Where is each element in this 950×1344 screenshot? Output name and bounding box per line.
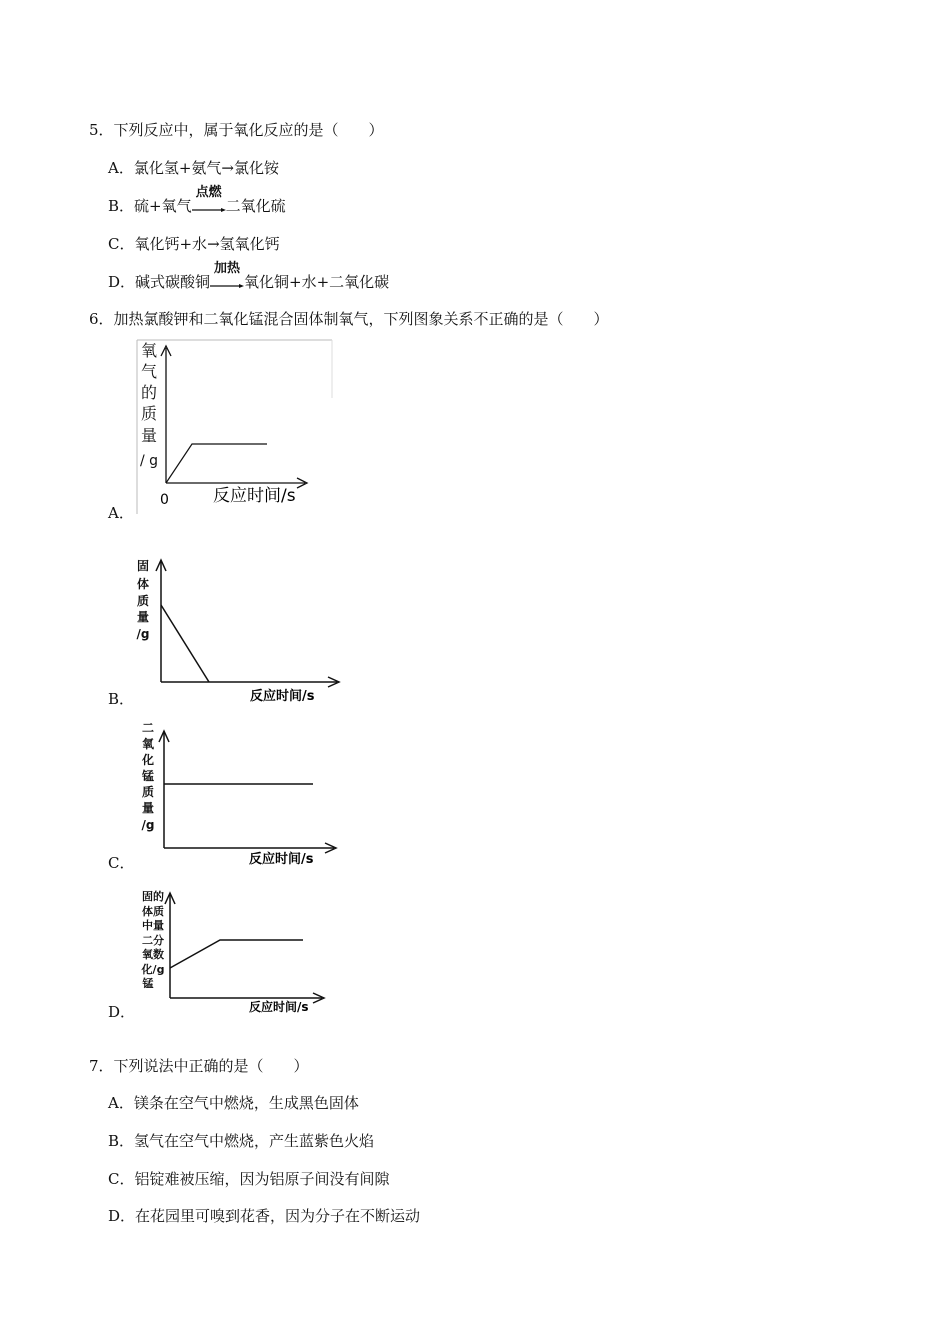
q7-stem: 7．下列说法中正确的是（ ） <box>89 1057 309 1075</box>
products: 氧化铜+水+二氧化碳 <box>244 273 390 291</box>
reaction-condition: 点燃 <box>195 185 222 200</box>
q6-graph-b <box>132 555 347 705</box>
q6-option-d-letter[interactable]: D． <box>108 1003 136 1021</box>
y-axis-label-char: 质 <box>136 594 150 608</box>
y-axis-label-char: 体质 <box>142 905 164 918</box>
y-axis-label-char: 氧数 <box>142 948 164 961</box>
y-axis-label-char: 固的 <box>142 890 164 903</box>
option-text: 镁条在空气中燃烧，生成黑色固体 <box>133 1094 359 1112</box>
y-axis-label <box>140 341 158 469</box>
y-axis-label-char: 锰 <box>141 769 155 783</box>
y-axis-label-char: 量 <box>141 801 155 815</box>
products: 氢氧化钙 <box>219 235 280 253</box>
option-letter: C． <box>108 235 135 253</box>
y-axis-label-char: 化/g <box>141 963 165 976</box>
x-axis-label: 反应时间/s <box>249 1000 309 1014</box>
y-axis-label-char: 体 <box>136 577 150 591</box>
q6-graph-d <box>136 884 336 1019</box>
y-axis-label-char: 锰 <box>142 977 154 990</box>
reactants: 氯化氢+氨气 <box>133 159 222 177</box>
data-line <box>170 940 303 968</box>
y-axis-label-char: 气 <box>140 362 158 381</box>
y-axis-label-char: 二 <box>141 721 155 735</box>
long-arrow-icon <box>210 278 244 288</box>
long-arrow-icon <box>192 202 226 212</box>
q6-graph-c <box>135 718 350 868</box>
q5-option-d[interactable] <box>108 261 390 292</box>
q6-option-a-letter[interactable]: A． <box>108 504 134 522</box>
y-axis-label-char: 中量 <box>142 919 164 932</box>
y-axis-label-char: 质 <box>141 785 155 799</box>
x-axis-label: 反应时间/s <box>250 689 315 704</box>
q5-option-b[interactable] <box>108 185 286 216</box>
y-axis-label-char: 量 <box>136 610 150 624</box>
q7-option-c[interactable] <box>108 1169 390 1189</box>
option-letter: C． <box>108 1170 135 1188</box>
y-axis-label-char: 质 <box>140 404 158 423</box>
y-axis-label-char: 量 <box>140 426 158 445</box>
data-line <box>161 605 209 682</box>
option-text: 铝锭难被压缩，因为铝原子间没有间隙 <box>134 1170 390 1188</box>
condition-arrow <box>192 185 226 216</box>
data-line <box>166 444 267 483</box>
y-axis-label-char: /g <box>141 818 155 832</box>
y-axis-label-char: 化 <box>141 753 155 767</box>
q7-option-d[interactable] <box>108 1206 420 1226</box>
y-axis-label-char: 的 <box>140 383 158 402</box>
y-axis-label-char: / g <box>139 453 159 469</box>
q5-stem: 5．下列反应中，属于氧化反应的是（ ） <box>89 121 384 139</box>
option-text: 在花园里可嗅到花香，因为分子在不断运动 <box>135 1207 421 1225</box>
products: 二氧化硫 <box>225 197 286 215</box>
condition-arrow <box>210 261 244 292</box>
q6-graph-a <box>135 338 335 518</box>
option-letter: D． <box>108 273 136 291</box>
option-letter: B． <box>108 197 135 215</box>
q6-option-b-letter[interactable]: B． <box>108 690 135 708</box>
products: 氯化铵 <box>234 159 280 177</box>
y-axis-label-char: /g <box>136 627 150 641</box>
option-letter: A． <box>108 159 134 177</box>
q5-option-c[interactable] <box>108 234 280 254</box>
reaction-arrow: → <box>207 235 220 253</box>
option-text: 氢气在空气中燃烧，产生蓝紫色火焰 <box>134 1132 375 1150</box>
y-axis-label-char: 二分 <box>142 934 164 947</box>
reactants: 碱式碳酸铜 <box>135 273 211 291</box>
x-axis-label: 反应时间/s <box>213 486 296 506</box>
y-axis-label-char: 氧 <box>140 341 158 360</box>
reaction-arrow: → <box>221 159 234 177</box>
option-letter: D． <box>108 1207 136 1225</box>
q7-option-a[interactable] <box>108 1093 359 1113</box>
x-axis-label: 反应时间/s <box>249 852 314 867</box>
reactants: 氧化钙+水 <box>134 235 208 253</box>
q5-option-a[interactable] <box>108 158 279 178</box>
reactants: 硫+氧气 <box>134 197 192 215</box>
q7-option-b[interactable] <box>108 1131 374 1151</box>
q6-option-c-letter[interactable]: C． <box>108 854 135 872</box>
origin-label: 0 <box>160 492 169 508</box>
reaction-condition: 加热 <box>214 261 241 276</box>
option-letter: A． <box>108 1094 134 1112</box>
q6-stem: 6．加热氯酸钾和二氧化锰混合固体制氧气，下列图象关系不正确的是（ ） <box>89 310 609 328</box>
y-axis-label-char: 氧 <box>141 737 155 751</box>
option-letter: B． <box>108 1132 135 1150</box>
y-axis-label-char: 固 <box>136 559 150 573</box>
